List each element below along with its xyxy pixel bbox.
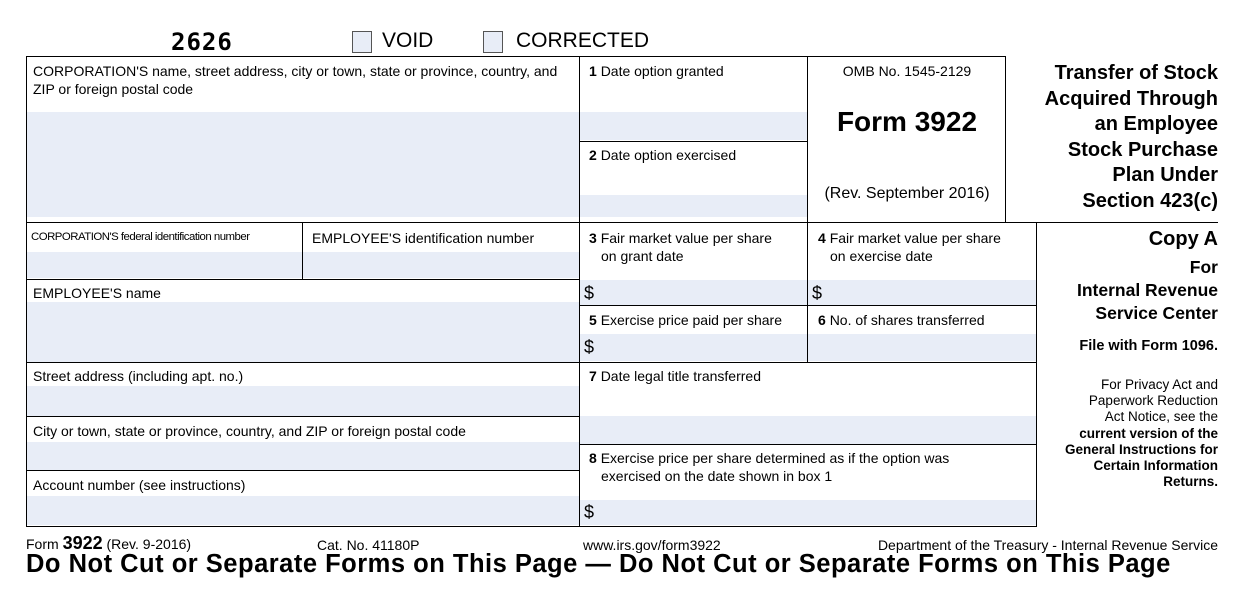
rule-right (1036, 222, 1037, 527)
rule-account-top (26, 470, 579, 471)
emp-name-label: EMPLOYEE'S name (33, 285, 161, 301)
form-code: 2626 (171, 28, 233, 56)
void-label: VOID (382, 29, 434, 52)
box4-field[interactable] (808, 280, 1036, 305)
corp-name-label: CORPORATION'S name, street address, city or town, state or province, country, and ZIP or foreign postal code (33, 63, 558, 97)
box7-label: 7 Date legal title transferred (589, 368, 761, 384)
rule-city-top (26, 416, 579, 417)
corp-fid-label: CORPORATION'S federal identification number (31, 231, 250, 243)
rule-bottom (26, 526, 1036, 527)
rule-left (26, 56, 27, 527)
emp-id-label: EMPLOYEE'S identification number (312, 230, 535, 246)
footer-url: www.irs.gov/form3922 (583, 537, 721, 553)
corrected-checkbox[interactable] (483, 31, 503, 53)
rule-box12-right (807, 56, 808, 222)
emp-id-field[interactable] (303, 252, 579, 278)
footer-department: Department of the Treasury - Internal Revenue Service (877, 537, 1218, 553)
box8-field[interactable] (580, 500, 1036, 525)
footer-cat-number: Cat. No. 41180P (317, 537, 420, 553)
city-field[interactable] (26, 442, 579, 470)
rule-omb-right (1005, 56, 1006, 222)
box6-field[interactable] (808, 334, 1036, 361)
box7-field[interactable] (580, 416, 1036, 444)
omb-number: OMB No. 1545-2129 (842, 63, 972, 79)
box6-label: 6 No. of shares transferred (818, 312, 985, 328)
city-label: City or town, state or province, country, and ZIP or foreign postal code (33, 423, 466, 439)
rule-box8-top (580, 444, 1036, 445)
account-label: Account number (see instructions) (33, 477, 246, 493)
corp-fid-field[interactable] (26, 252, 302, 278)
rule-mid (579, 56, 580, 527)
form-side-title: Transfer of Stock Acquired Through an Employee Stock Purchase Plan Under Section 423(c) (1044, 62, 1218, 212)
footer-form-id: Form 3922 (Rev. 9-2016) (26, 533, 192, 553)
box4-label: 4 Fair market value per share on exercise date (818, 230, 1001, 264)
revision-date: (Rev. September 2016) (824, 185, 990, 202)
box8-label: 8 Exercise price per share determined as if the option was exercised on the date shown in box 1 (589, 450, 950, 484)
box3-label: 3 Fair market value per share on grant date (589, 230, 772, 264)
emp-name-field[interactable] (26, 302, 579, 362)
account-field[interactable] (26, 496, 579, 525)
rule-row1-bottom (26, 222, 1218, 223)
rule-fid-divider (302, 222, 303, 279)
file-with-label: File with Form 1096. (1079, 338, 1218, 354)
form-title: Form 3922 (836, 106, 978, 137)
street-field[interactable] (26, 386, 579, 416)
box1-label: 1 Date option granted (589, 63, 724, 79)
rule-street-top (26, 362, 1036, 363)
void-checkbox[interactable] (352, 31, 372, 53)
box3-field[interactable] (580, 280, 807, 305)
street-label: Street address (including apt. no.) (33, 368, 244, 384)
privacy-notice: For Privacy Act and Paperwork Reduction Act Notice, see the current version of the General Instructions for Certain Information Returns. (1064, 377, 1218, 490)
rule-empname-top (26, 279, 579, 280)
box2-field[interactable] (580, 195, 807, 217)
box5-dollar-sign: $ (584, 337, 595, 357)
corp-name-field[interactable] (26, 112, 579, 217)
box8-dollar-sign: $ (584, 502, 595, 522)
corrected-label: CORRECTED (516, 29, 650, 52)
copy-for-label: For Internal Revenue Service Center (1076, 257, 1218, 323)
box5-field[interactable] (580, 334, 807, 361)
rule-top (26, 56, 1006, 57)
rule-box1-bottom (580, 141, 807, 142)
rule-box3-right (807, 222, 808, 362)
box3-dollar-sign: $ (584, 283, 595, 303)
copy-a-label: Copy A (1148, 228, 1218, 250)
box4-dollar-sign: $ (812, 283, 823, 303)
box2-label: 2 Date option exercised (589, 147, 737, 163)
box1-field[interactable] (580, 112, 807, 140)
do-not-cut-notice: Do Not Cut or Separate Forms on This Page — Do Not Cut or Separate Forms on This Page (26, 550, 1171, 578)
box5-label: 5 Exercise price paid per share (589, 312, 782, 328)
rule-box34-bottom (580, 305, 1036, 306)
